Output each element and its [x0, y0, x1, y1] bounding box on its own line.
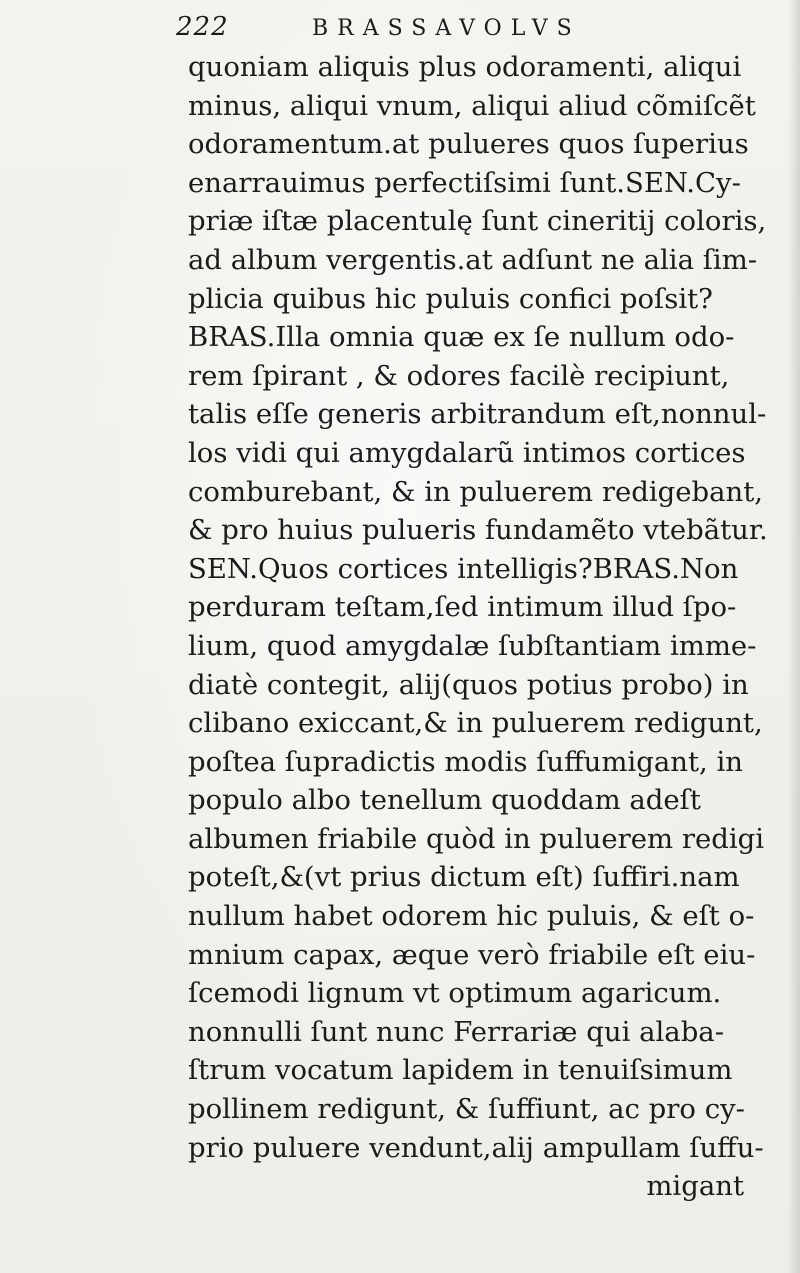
page-header: [0, 12, 800, 52]
text-line: plicia quibus hic puluis confici poſsit?: [188, 282, 713, 315]
text-line: prio puluere vendunt,alij ampullam ſuffu-: [188, 1131, 764, 1164]
text-line: BRAS.Illa omnia quæ ex ſe nullum odo-: [188, 321, 735, 354]
text-line: & pro huius pulueris fundamẽto vtebãtur.: [188, 514, 768, 547]
text-line: ad album vergentis.at adſunt ne alia ſim-: [188, 243, 758, 276]
text-line: mnium capax, æque verò friabile eſt eiu-: [188, 938, 756, 971]
catchword: migant: [646, 1170, 744, 1203]
text-line: clibano exiccant,& in puluerem redigunt,: [188, 707, 763, 740]
text-line: ſcemodi lignum vt optimum agaricum.: [188, 977, 722, 1010]
text-line: odoramentum.at pulueres quos ſuperius: [188, 128, 749, 161]
page-edge-shadow: [788, 0, 800, 1273]
text-line: pollinem redigunt, & ſuffiunt, ac pro cy-: [188, 1093, 745, 1126]
text-line: poteſt,&(vt prius dictum eſt) ſuffiri.nam: [188, 861, 740, 894]
text-line: poſtea ſupradictis modis ſuffumigant, in: [188, 745, 743, 778]
text-line: talis eſſe generis arbitrandum eſt,nonnul-: [188, 398, 767, 431]
text-line: diatè contegit, alij(quos potius probo) in: [188, 668, 749, 701]
text-line: populo albo tenellum quoddam adeſt: [188, 784, 701, 817]
text-line: quoniam aliquis plus odoramenti, aliqui: [188, 51, 742, 83]
text-line: priæ iſtæ placentulę ſunt cineritij coloris,: [188, 205, 767, 238]
text-line: ſtrum vocatum lapidem in tenuiſsimum: [188, 1054, 733, 1087]
body-text: [188, 48, 788, 1206]
text-line: lium, quod amygdalæ ſubſtantiam imme-: [188, 629, 757, 662]
text-line: rem ſpirant , & odores facilè recipiunt,: [188, 359, 730, 392]
text-line: albumen friabile quòd in puluerem redigi: [188, 822, 765, 855]
page-number: 222: [176, 12, 229, 42]
text-line: SEN.Quos cortices intelligis?BRAS.Non: [188, 552, 739, 585]
text-line: comburebant, & in puluerem redigebant,: [188, 475, 764, 508]
text-line: nullum habet odorem hic puluis, & eſt o-: [188, 900, 755, 933]
text-line: enarrauimus perfectiſsimi ſunt.SEN.Cy-: [188, 166, 741, 199]
text-line: minus, aliqui vnum, aliqui aliud cõmiſcẽt: [188, 89, 756, 122]
running-head: BRASSAVOLVS: [312, 16, 581, 41]
text-line: nonnulli ſunt nunc Ferrariæ qui alaba-: [188, 1015, 724, 1048]
text-line: los vidi qui amygdalarũ intimos cortices: [188, 436, 746, 469]
text-line: perduram teſtam,ſed intimum illud ſpo-: [188, 591, 737, 624]
